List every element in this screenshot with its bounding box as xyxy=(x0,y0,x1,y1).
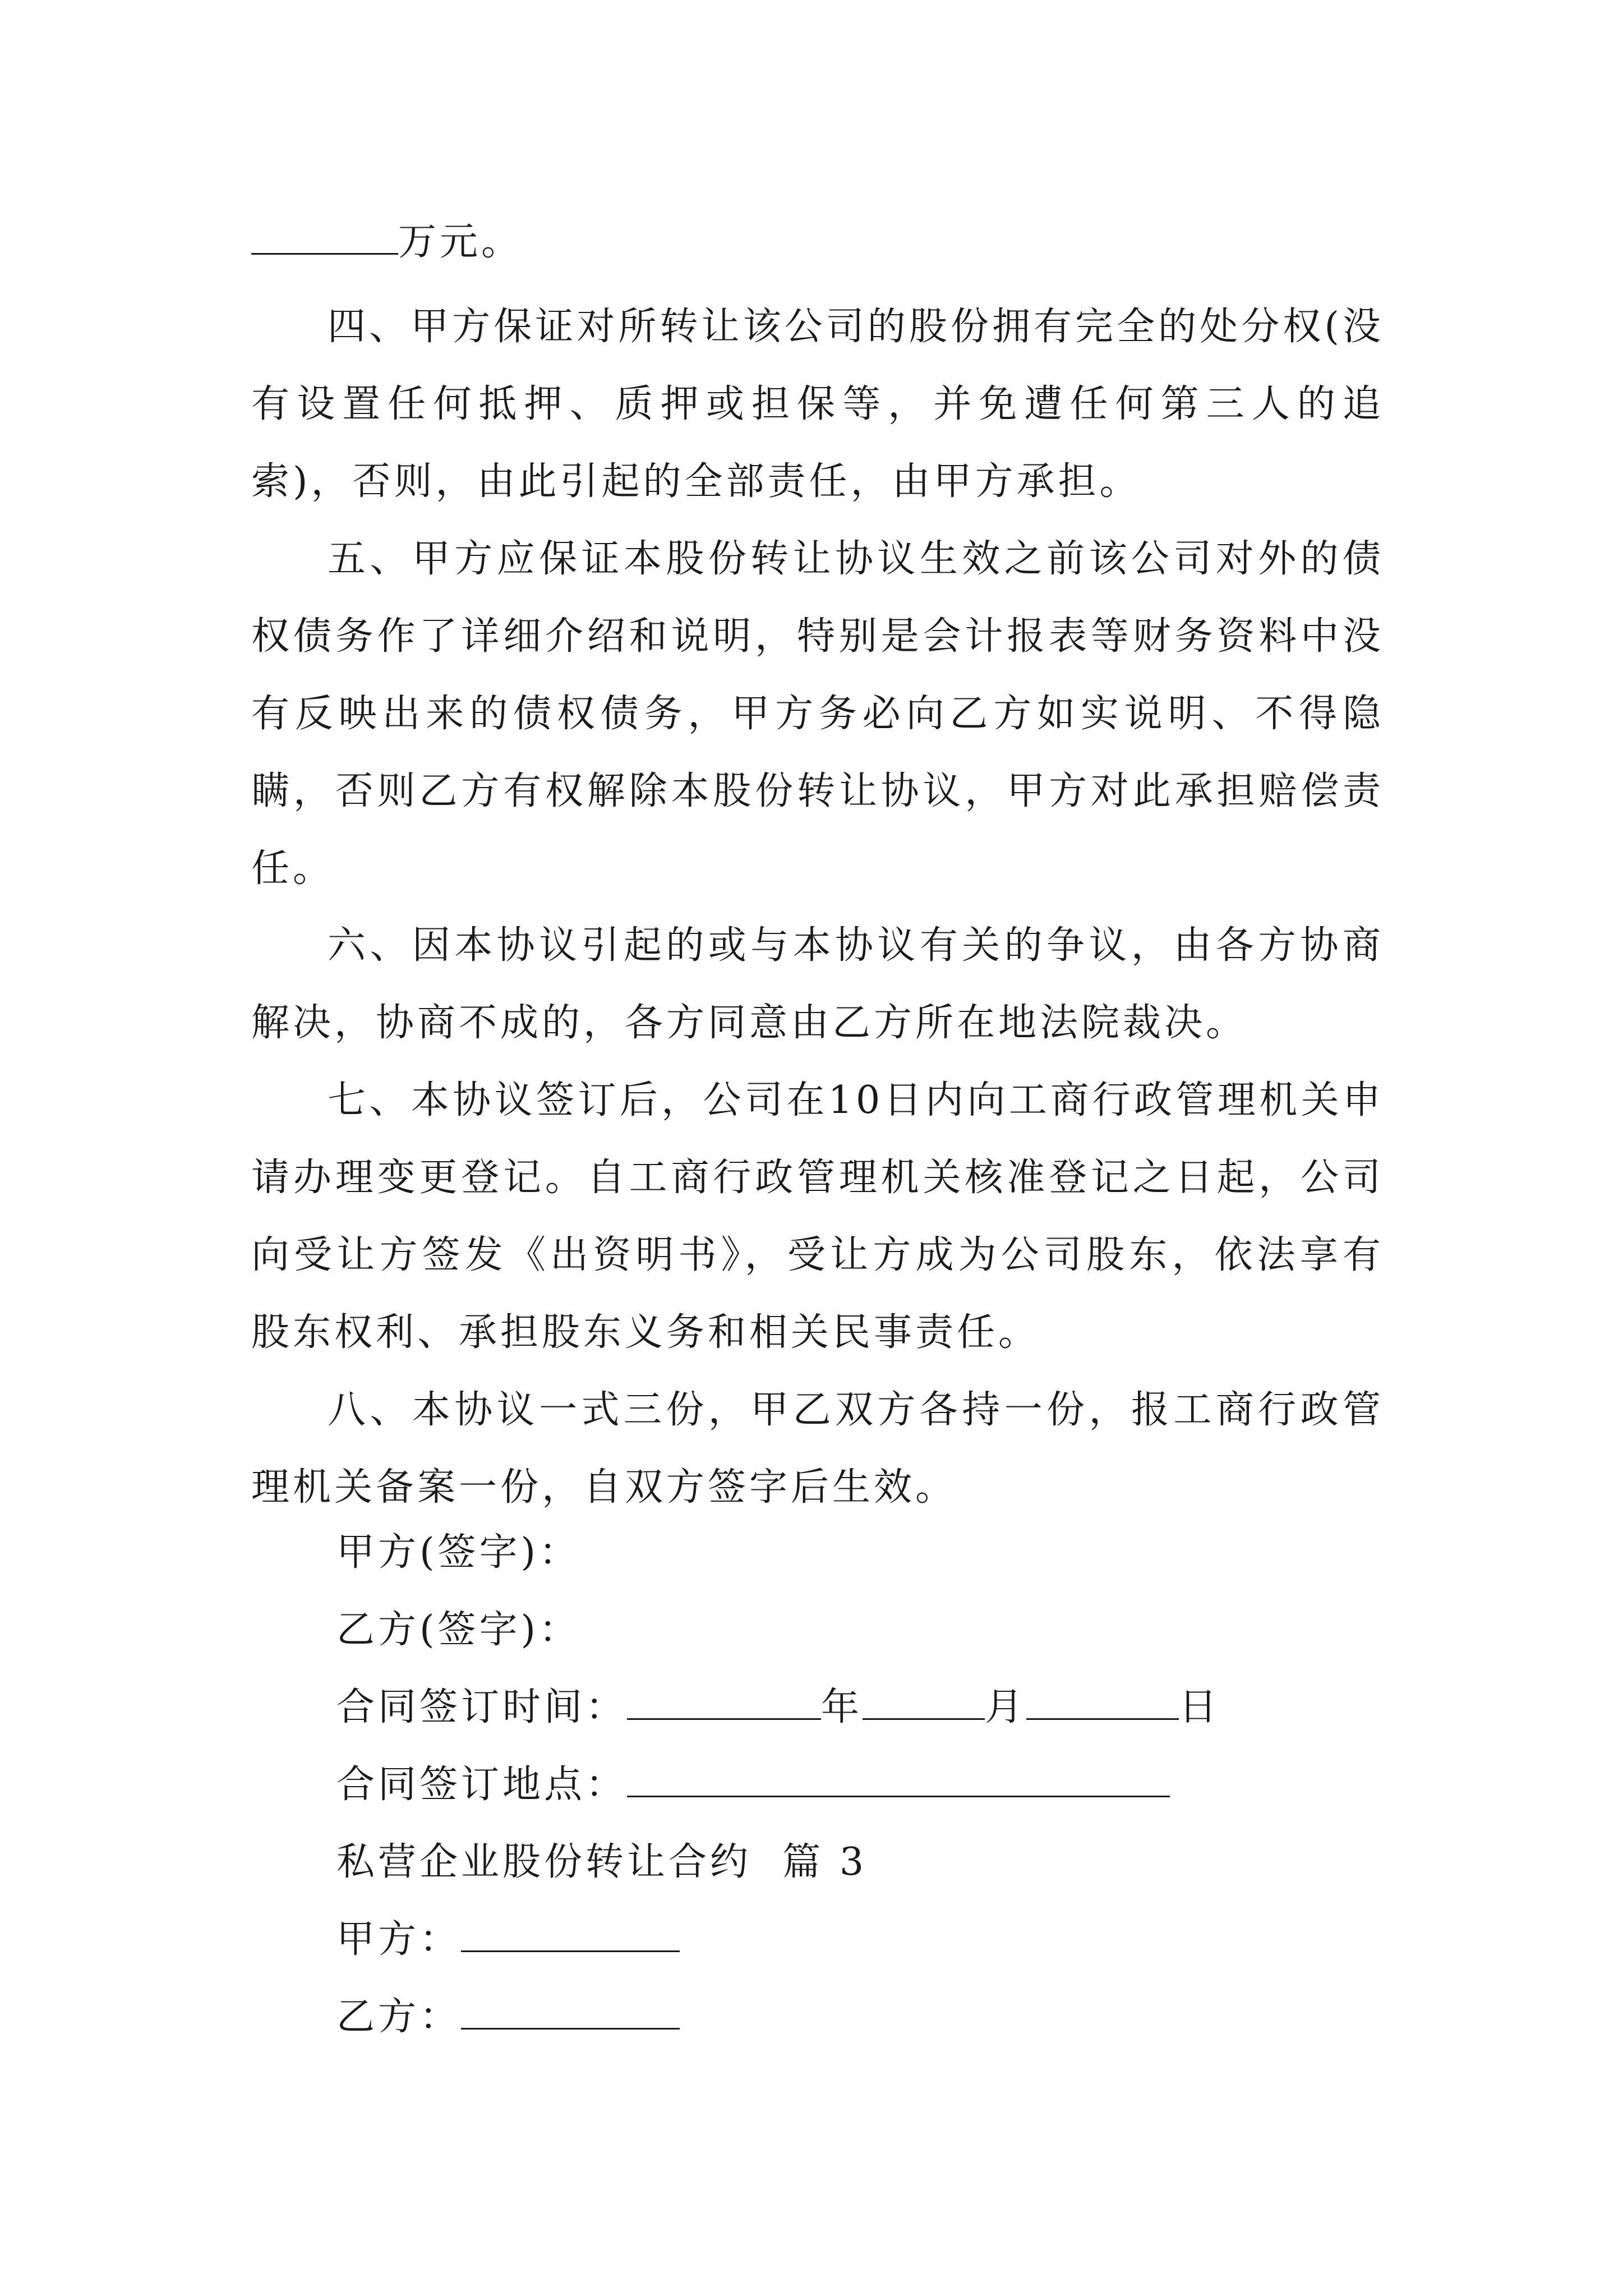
clause-4 xyxy=(251,288,1384,521)
party-a-line xyxy=(336,1912,680,1968)
day-label: 日 xyxy=(1179,1685,1221,1729)
sign-place-line xyxy=(336,1757,1170,1813)
party-b-signature xyxy=(336,1602,580,1658)
clause-7 xyxy=(251,1062,1384,1372)
sign-date-label: 合同签订时间： xyxy=(336,1685,628,1729)
party-b-line xyxy=(336,1989,680,2045)
amount-blank xyxy=(251,220,398,255)
clause-5 xyxy=(251,521,1384,908)
party-a-signature xyxy=(336,1525,580,1581)
party-b-blank xyxy=(461,1995,680,2030)
clause-8 xyxy=(251,1372,1384,1526)
party-a-signature-label: 甲方(签字)： xyxy=(336,1530,581,1575)
month-label: 月 xyxy=(985,1685,1027,1729)
party-b-signature-label: 乙方(签字)： xyxy=(336,1608,581,1652)
clause-6 xyxy=(251,907,1384,1062)
clause-7-text: 七、本协议签订后，公司在10日内向工商行政管理机关申请办理变更登记。自工商行政管理机关核准登记之日起，公司向受让方签发《出资明书》，受让方成为公司股东，依法享有股东权利、承担股东义务和相关民事责任。 xyxy=(251,1078,1384,1355)
party-b-label: 乙方： xyxy=(336,1995,462,2039)
year-blank xyxy=(627,1686,821,1720)
month-blank xyxy=(863,1686,985,1720)
party-a-label: 甲方： xyxy=(336,1917,462,1962)
sign-place-label: 合同签订地点： xyxy=(336,1763,628,1807)
clause-5-text: 五、甲方应保证本股份转让协议生效之前该公司对外的债权债务作了详细介绍和说明，特别是会计报表等财务资料中没有反映出来的债权债务，甲方务必向乙方如实说明、不得隐瞒，否则乙方有权解除本股份转让协议，甲方对此承担赔偿责任。 xyxy=(251,537,1384,891)
next-section-title xyxy=(336,1834,867,1890)
place-blank xyxy=(627,1763,1170,1797)
clause-6-text: 六、因本协议引起的或与本协议有关的争议，由各方协商解决，协商不成的，各方同意由乙方所在地法院裁决。 xyxy=(251,923,1384,1045)
clause-8-text: 八、本协议一式三份，甲乙双方各持一份，报工商行政管理机关备案一份，自双方签字后生效。 xyxy=(251,1388,1384,1510)
next-section-title-text: 私营企业股份转让合约 篇 3 xyxy=(336,1840,868,1884)
clause-4-text: 四、甲方保证对所转让该公司的股份拥有完全的处分权(没有设置任何抵押、质押或担保等，并免遭任何第三人的追索)，否则，由此引起的全部责任，由甲方承担。 xyxy=(251,305,1384,504)
year-label: 年 xyxy=(821,1685,863,1729)
amount-suffix: 万元。 xyxy=(398,220,523,264)
sign-date-line xyxy=(336,1680,1220,1736)
amount-line xyxy=(251,214,523,270)
day-blank xyxy=(1026,1686,1179,1720)
party-a-blank xyxy=(461,1918,680,1952)
